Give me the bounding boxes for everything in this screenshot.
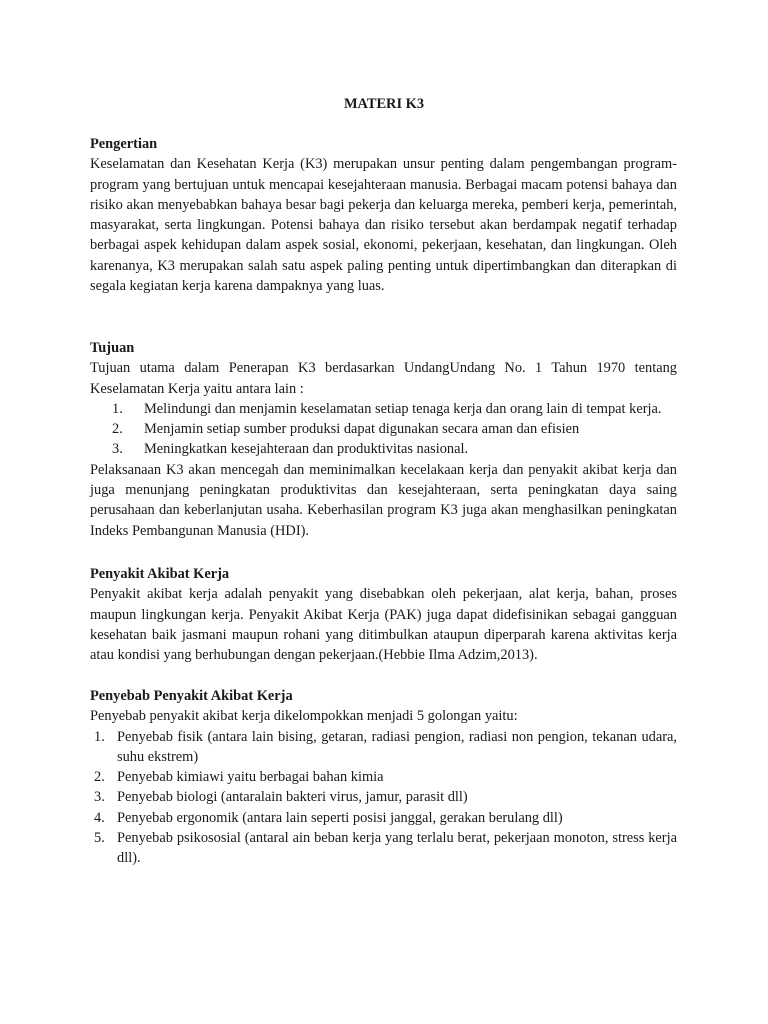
list-item-text: Penyebab kimiawi yaitu berbagai bahan kimia bbox=[117, 769, 384, 786]
list-item-number: 2. bbox=[94, 769, 105, 786]
list-item-text: Melindungi dan menjamin keselamatan setiap tenaga kerja dan orang lain di tempat kerja. bbox=[144, 400, 662, 417]
list-item bbox=[90, 808, 677, 828]
section-tujuan bbox=[90, 338, 677, 541]
list-item bbox=[90, 767, 677, 787]
list-item-number: 1. bbox=[112, 400, 123, 417]
list-item bbox=[90, 727, 677, 768]
list-item bbox=[108, 399, 677, 419]
list-item bbox=[90, 828, 677, 869]
list-item-number: 1. bbox=[94, 728, 105, 745]
document-title: MATERI K3 bbox=[343, 96, 425, 112]
list-item-number: 2. bbox=[112, 421, 123, 438]
list-item-number: 3. bbox=[94, 789, 105, 806]
list-item-text: Meningkatkan kesejahteraan dan produktivitas nasional. bbox=[144, 441, 469, 458]
list-item-text: Penyebab fisik (antara lain bising, getaran, radiasi pengion, radiasi non pengion, tekanan udara, suhu ekstrem) bbox=[117, 728, 677, 765]
section-heading-penyebab: Penyebab Penyakit Akibat Kerja bbox=[90, 688, 293, 704]
list-penyebab bbox=[90, 727, 677, 869]
paragraph-tujuan-intro: Tujuan utama dalam Penerapan K3 berdasarkan UndangUndang No. 1 Tahun 1970 tentang Keselamatan Kerja yaitu antara lain : bbox=[90, 360, 677, 397]
list-item bbox=[108, 419, 677, 439]
section-heading-tujuan: Tujuan bbox=[90, 340, 135, 356]
list-item-text: Penyebab ergonomik (antara lain seperti posisi janggal, gerakan berulang dll) bbox=[117, 809, 563, 826]
list-item-text: Menjamin setiap sumber produksi dapat digunakan secara aman dan efisien bbox=[144, 421, 580, 438]
section-penyakit-akibat-kerja bbox=[90, 564, 677, 665]
section-heading-pengertian: Pengertian bbox=[90, 136, 158, 152]
paragraph-tujuan-closing: Pelaksanaan K3 akan mencegah dan meminimalkan kecelakaan kerja dan penyakit akibat kerja dan juga menunjang peningkatan produktivitas dan kesejahteraan, serta peningkatan daya saing perusahaan dan keberlanjutan usaha. Keberhasilan program K3 juga akan menghasilkan peningkatan Indeks Pembangunan Manusia (HDI). bbox=[90, 461, 677, 539]
list-item-number: 4. bbox=[94, 809, 105, 826]
list-item-text: Penyebab psikososial (antaral ain beban kerja yang terlalu berat, pekerjaan monoton, stress kerja dll). bbox=[117, 830, 677, 867]
list-item-number: 3. bbox=[112, 441, 123, 458]
section-heading-pak: Penyakit Akibat Kerja bbox=[90, 566, 230, 582]
list-item-number: 5. bbox=[94, 830, 105, 847]
section-pengertian bbox=[90, 134, 677, 296]
paragraph-penyebab-intro: Penyebab penyakit akibat kerja dikelompokkan menjadi 5 golongan yaitu: bbox=[90, 708, 518, 725]
list-item-text: Penyebab biologi (antaralain bakteri virus, jamur, parasit dll) bbox=[117, 789, 468, 806]
paragraph-pengertian: Keselamatan dan Kesehatan Kerja (K3) merupakan unsur penting dalam pengembangan program-program yang bertujuan untuk mencapai kesejahteraan manusia. Berbagai macam potensi bahaya dan risiko akan menyebabkan bahaya besar bagi pekerja dan keluarga mereka, pemberi kerja, pemerintah, masyarakat, serta lingkungan. Potensi bahaya dan risiko tersebut akan berdampak negatif terhadap berbagai aspek kehidupan dalam aspek sosial, ekonomi, pekerjaan, kesehatan, dan lingkungan. Oleh karenanya, K3 merupakan salah satu aspek paling penting untuk dipertimbangkan dan diterapkan di segala kegiatan kerja karena dampaknya yang luas. bbox=[90, 156, 677, 295]
list-item bbox=[90, 787, 677, 807]
list-tujuan bbox=[90, 399, 677, 460]
section-penyebab bbox=[90, 686, 677, 869]
list-item bbox=[108, 439, 677, 459]
paragraph-pak: Penyakit akibat kerja adalah penyakit yang disebabkan oleh pekerjaan, alat kerja, bahan, proses maupun lingkungan kerja. Penyakit Akibat Kerja (PAK) juga dapat didefisinikan sebagai gangguan kesehatan baik jasmani maupun rohani yang ditimbulkan ataupun diperparah karena aktivitas kerja atau kondisi yang berhubungan dengan pekerjaan.(Hebbie Ilma Adzim,2013). bbox=[90, 586, 677, 664]
